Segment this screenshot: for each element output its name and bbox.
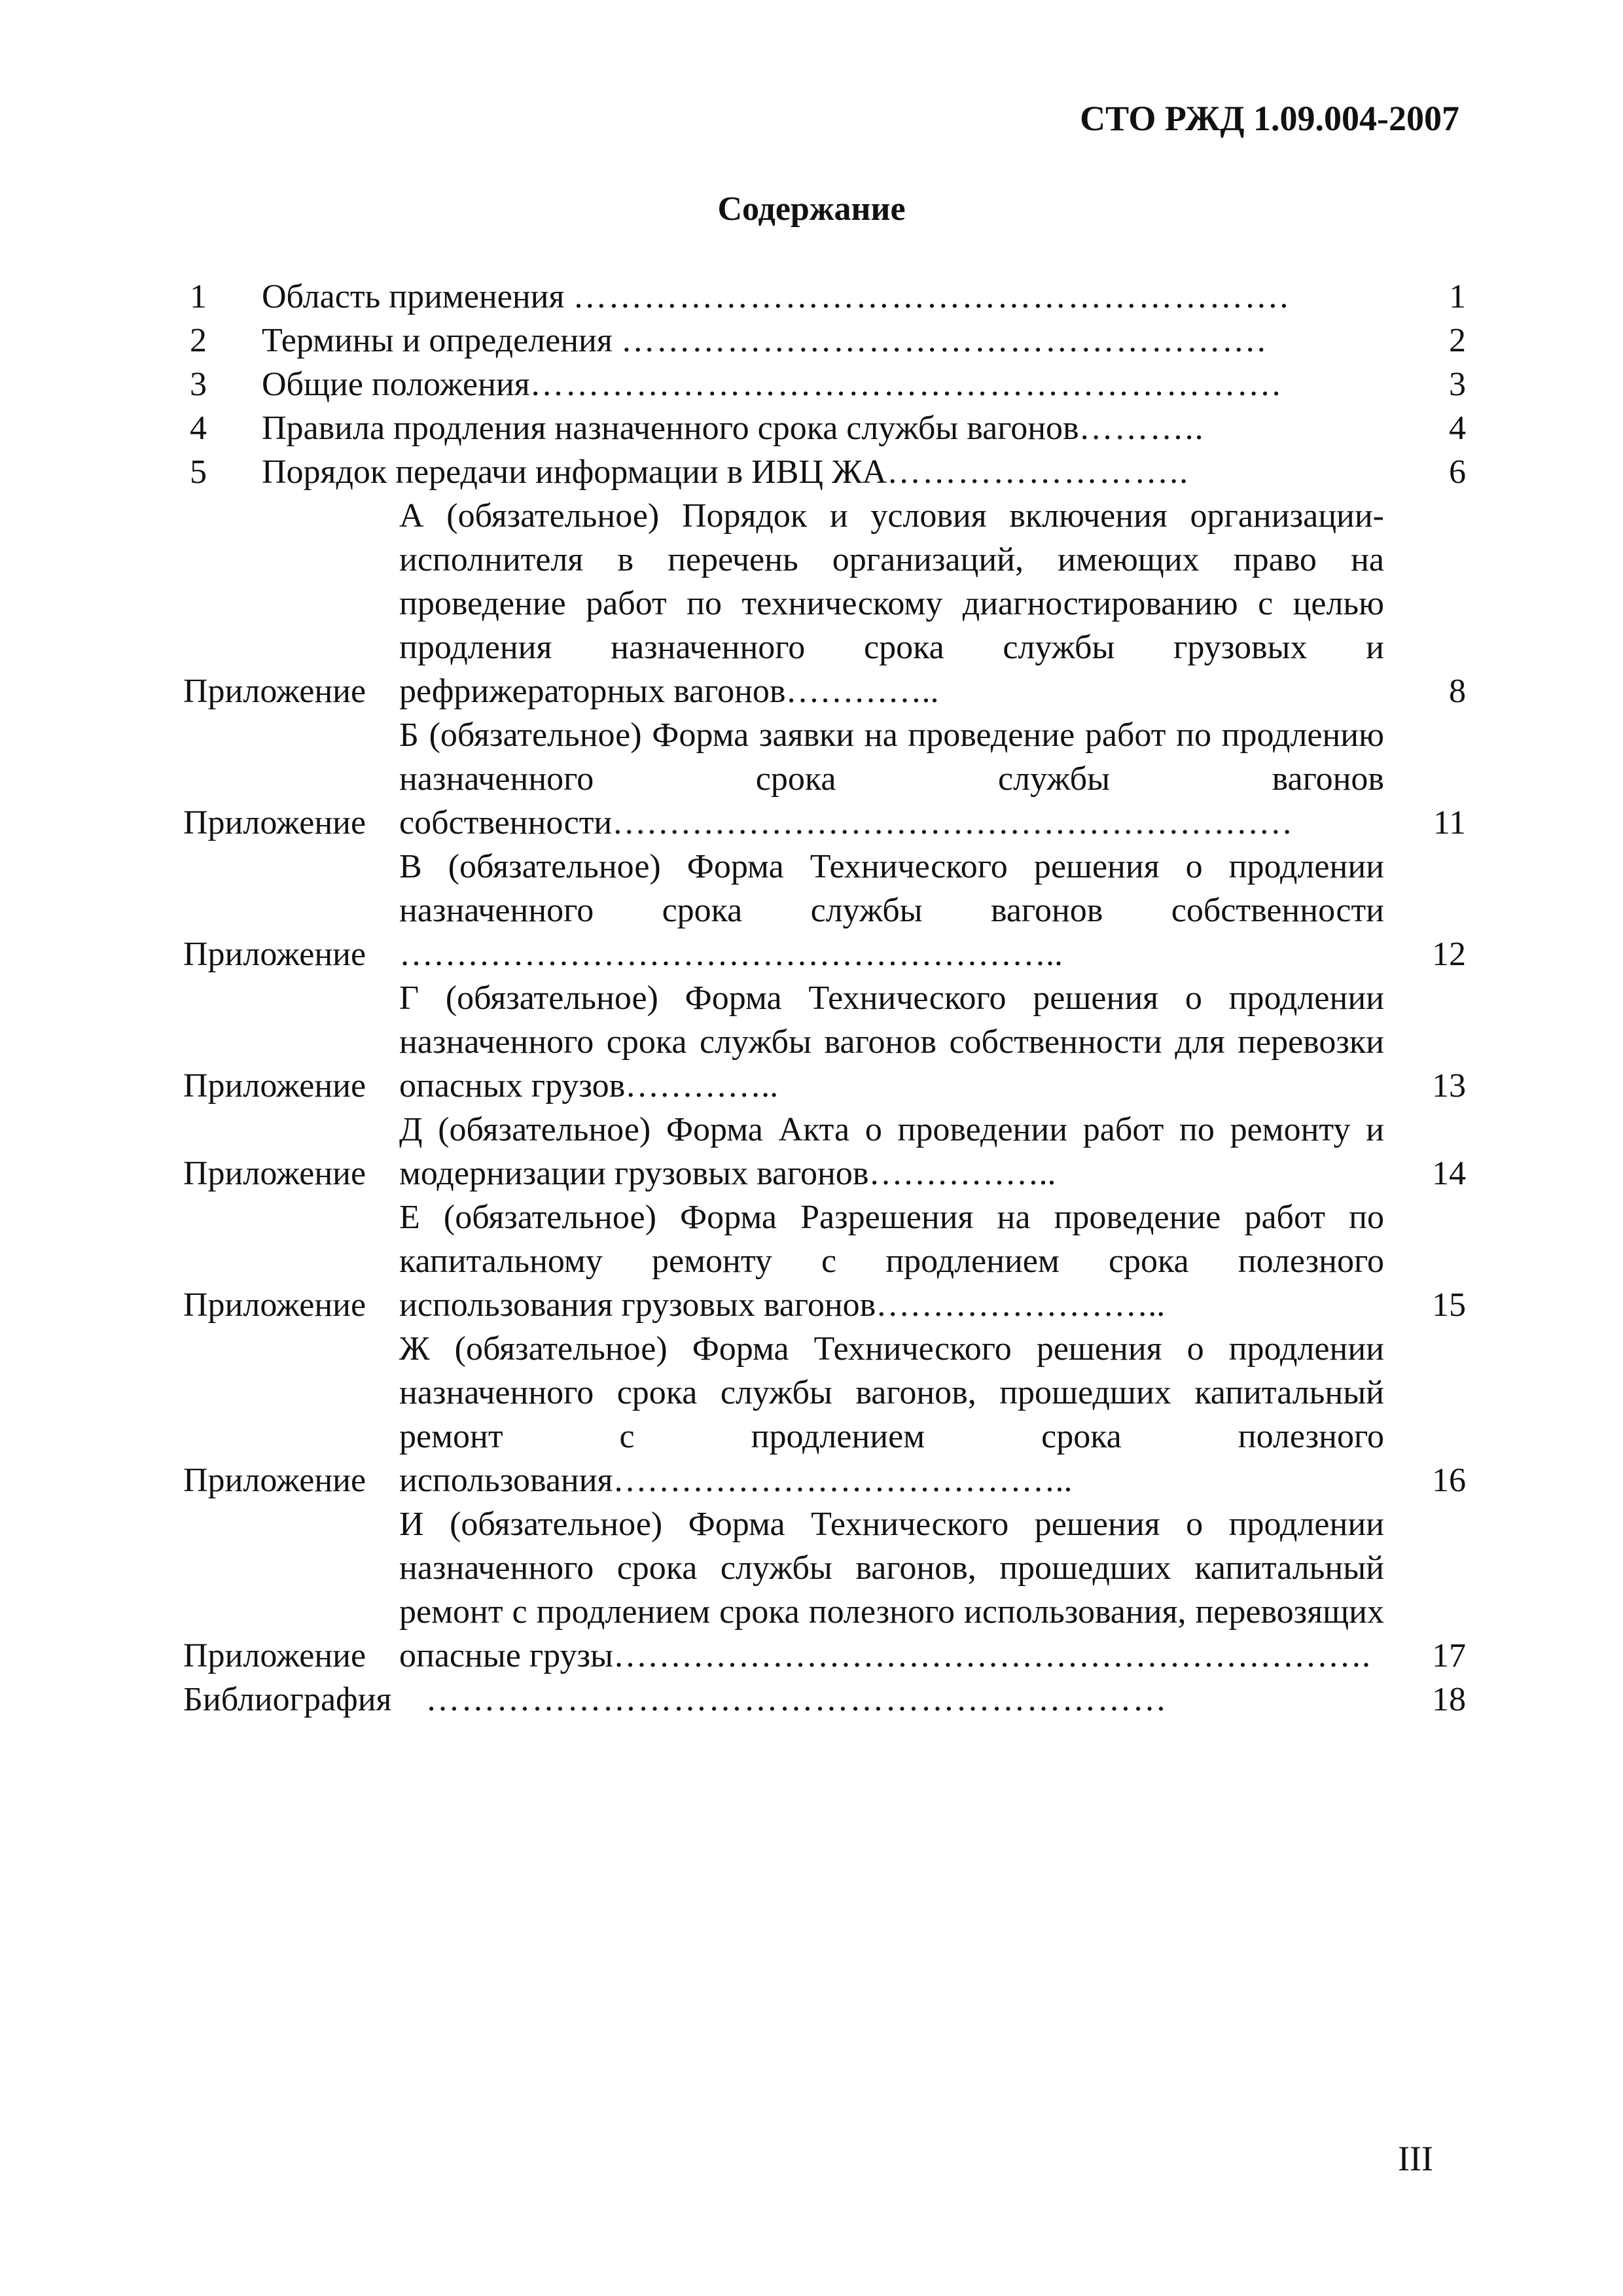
appendix-label: Приложение — [183, 1462, 366, 1499]
leader-dots: ……………………………………………………… — [425, 1681, 1168, 1718]
section-title: Термины и определения ………………………………………………. — [262, 322, 1267, 359]
section-number: 4 — [190, 410, 207, 447]
toc-appendix-a[interactable] — [183, 494, 1466, 713]
page-number: 14 — [1432, 1155, 1466, 1192]
appendix-label: Приложение — [183, 1155, 366, 1192]
toc-appendix-v[interactable] — [183, 845, 1466, 976]
leader-dots: ……….. — [1079, 410, 1205, 447]
appendix-title: В (обязательное) Форма Технического решения о продлении назначенного срока службы вагонов собственности ………………………………………………….. — [399, 848, 1384, 973]
page-number: 4 — [1449, 410, 1467, 447]
document-code: СТО РЖД 1.09.004-2007 — [1080, 99, 1459, 138]
toc-title: Содержание — [717, 190, 906, 228]
page-number: 17 — [1432, 1637, 1466, 1674]
section-number: 1 — [190, 278, 207, 315]
page-number: 6 — [1449, 453, 1466, 491]
appendix-label: Приложение — [183, 673, 366, 710]
page-number: 15 — [1432, 1286, 1466, 1324]
leader-dots: ………………………………………………………. — [529, 366, 1282, 403]
section-number: 3 — [190, 366, 207, 403]
toc-appendix-b[interactable] — [183, 713, 1466, 845]
page-number: 18 — [1432, 1681, 1466, 1718]
toc-section-3[interactable] — [183, 362, 1466, 406]
table-of-contents — [183, 275, 1466, 1722]
leader-dots: ………………………………………………. — [620, 322, 1267, 359]
appendix-title: И (обязательное) Форма Технического решения о продлении назначенного срока службы вагонов, прошедших капитальный ремонт с продлением срока полезного использования, перевозящих опасные грузы…………………………………………………………. — [399, 1506, 1384, 1674]
toc-section-2[interactable] — [183, 319, 1466, 362]
page-number: 8 — [1449, 673, 1466, 710]
page-number: 12 — [1432, 936, 1466, 973]
toc-appendix-d[interactable] — [183, 1108, 1466, 1195]
appendix-label: Приложение — [183, 1637, 366, 1674]
page-number: 2 — [1449, 322, 1466, 359]
appendix-label: Приложение — [183, 804, 366, 841]
page-number: 16 — [1432, 1462, 1466, 1499]
toc-appendix-i[interactable] — [183, 1502, 1466, 1678]
appendix-title: Г (обязательное) Форма Технического решения о продлении назначенного срока службы вагонов собственности для перевозки опасных грузов………….. — [399, 980, 1384, 1104]
leader-dots: ……………………………………………………. — [573, 278, 1290, 315]
toc-appendix-e[interactable] — [183, 1195, 1466, 1327]
toc-section-5[interactable] — [183, 450, 1466, 494]
page-number: 13 — [1432, 1067, 1466, 1104]
appendix-label: Приложение — [183, 1067, 366, 1104]
page-number-footer: III — [1398, 2139, 1433, 2178]
section-title: Правила продления назначенного срока службы вагонов……….. — [262, 410, 1205, 447]
appendix-label: Приложение — [183, 1286, 366, 1324]
appendix-title: Ж (обязательное) Форма Технического решения о продлении назначенного срока службы вагонов, прошедших капитальный ремонт с продлением срока полезного использования………………………………….. — [399, 1330, 1384, 1499]
appendix-title: Д (обязательное) Форма Акта о проведении работ по ремонту и модернизации грузовых вагонов…………….. — [399, 1111, 1384, 1192]
appendix-title: А (обязательное) Порядок и условия включения организации-исполнителя в перечень организаций, имеющих право на проведение работ по техническому диагностированию с целью продления назначенного срока службы грузовых и рефрижераторных вагонов………….. — [399, 497, 1384, 710]
appendix-title: Б (обязательное) Форма заявки на проведение работ по продлению назначенного срока службы вагонов собственности…………………………………………………… — [399, 716, 1384, 841]
page-number: 3 — [1449, 366, 1466, 403]
bibliography-label: Библиография ……………………………………………………… — [183, 1681, 1168, 1718]
page-number: 1 — [1449, 278, 1467, 315]
toc-bibliography[interactable] — [183, 1678, 1466, 1722]
toc-appendix-zh[interactable] — [183, 1327, 1466, 1502]
toc-appendix-g[interactable] — [183, 976, 1466, 1108]
appendix-title: Е (обязательное) Форма Разрешения на проведение работ по капитальному ремонту с продлением срока полезного использования грузовых вагонов…………………….. — [399, 1199, 1384, 1324]
section-number: 5 — [190, 453, 207, 491]
section-title: Область применения ……………………………………………………. — [262, 278, 1290, 315]
toc-section-1[interactable] — [183, 275, 1466, 319]
section-title: Порядок передачи информации в ИВЦ ЖА…………………….. — [262, 453, 1190, 491]
section-number: 2 — [190, 322, 207, 359]
page-number: 11 — [1433, 804, 1466, 841]
toc-section-4[interactable] — [183, 406, 1466, 450]
leader-dots: …………………….. — [887, 453, 1190, 491]
appendix-label: Приложение — [183, 936, 366, 973]
section-title: Общие положения………………………………………………………. — [262, 366, 1282, 403]
